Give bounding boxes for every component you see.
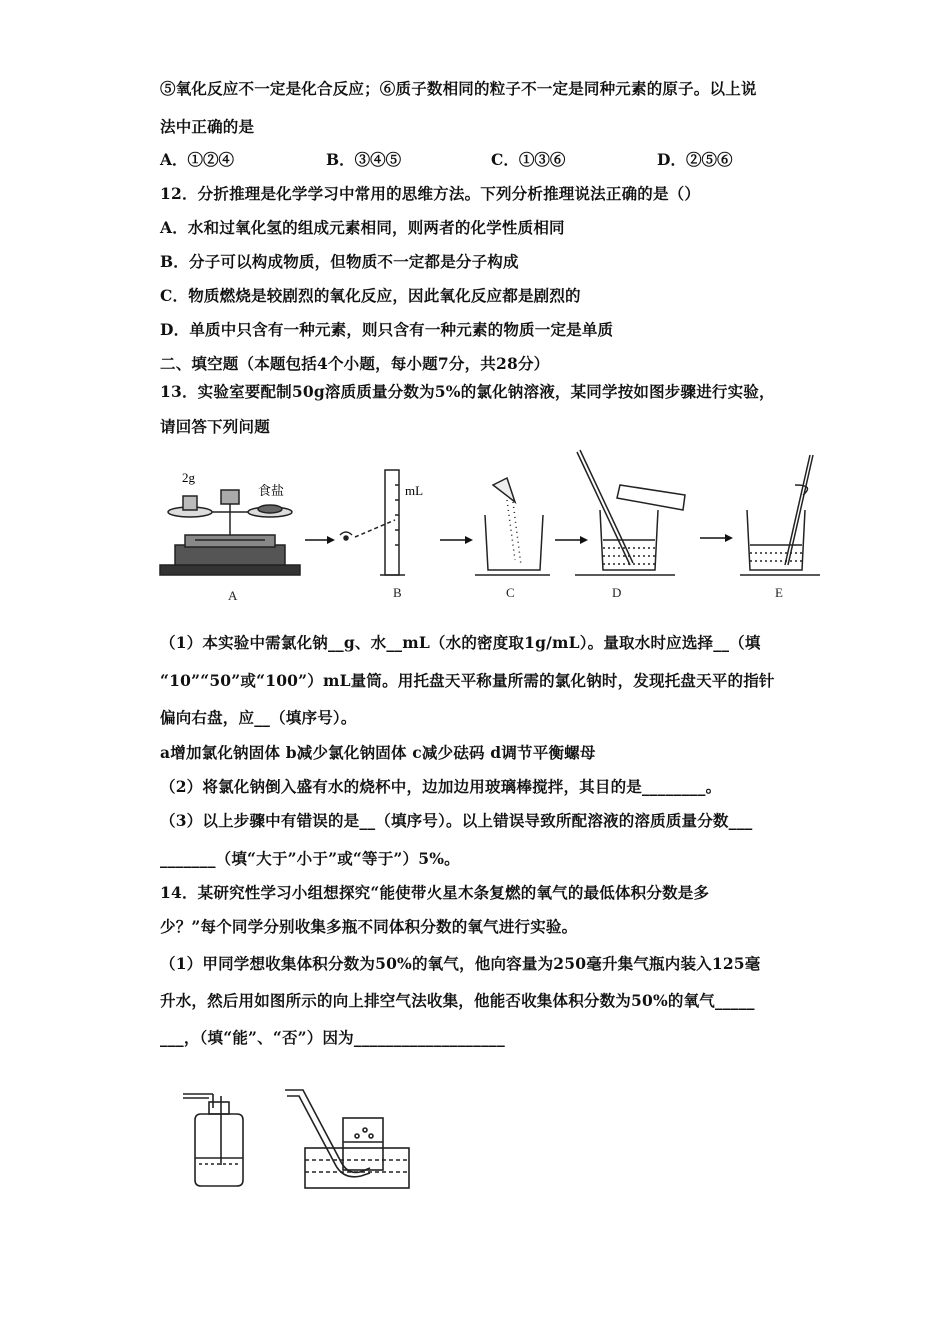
arrow-4-head <box>725 534 733 542</box>
q12-option-c: C．物质燃烧是较剧烈的氧化反应，因此氧化反应都是剧烈的 <box>160 286 581 305</box>
beaker-with-cylinder <box>575 450 685 575</box>
q13-part1-choices: a增加氯化钠固体 b减少氯化钠固体 c减少砝码 d调节平衡螺母 <box>160 743 596 762</box>
q14-stem-line1: 14．某研究性学习小组想探究“能使带火星木条复燃的氧气的最低体积分数是多 <box>160 883 710 902</box>
q14-part1-line3: ___，（填“能”、“否”）因为___________________ <box>160 1028 505 1047</box>
balance-illustration <box>160 490 300 575</box>
q11-option-b: B．③④⑤ <box>326 150 402 169</box>
q11-line2: 法中正确的是 <box>160 117 255 136</box>
q13-part1-line1: （1）本实验中需氯化钠__g、水__mL（水的密度取1g/mL）。量取水时应选择__（填 <box>160 633 761 652</box>
arrow-2-head <box>465 536 473 544</box>
q13-part1-line2: “10”“50”或“100”）mL量筒。用托盘天平称量所需的氯化钠时，发现托盘天平的指针 <box>160 671 775 690</box>
q13-part3-line2: _______（填“大于”小于”或“等于”）5%。 <box>160 849 460 868</box>
q13-stem-line2: 请回答下列问题 <box>160 417 270 436</box>
weight-label: 2g <box>182 470 195 485</box>
section-heading: 二、填空题（本题包括4个小题，每小题7分，共28分） <box>160 354 550 373</box>
q14-part1-line2: 升水，然后用如图所示的向上排空气法收集，他能否收集体积分数为50%的氧气_____ <box>160 991 755 1010</box>
gas-bottle-upward-air <box>183 1094 243 1186</box>
q14-part1-line1: （1）甲同学想收集体积分数为50%的氧气，他向容量为250毫升集气瓶内装入125毫 <box>160 954 761 973</box>
q13-figure <box>155 440 835 610</box>
beaker-pouring <box>475 478 550 575</box>
arrow-3-head <box>580 536 588 544</box>
q12-option-b: B．分子可以构成物质，但物质不一定都是分子构成 <box>160 252 519 271</box>
salt-label: 食盐 <box>258 483 285 498</box>
step-label-c: C <box>506 585 515 600</box>
q13-part3-line1: （3）以上步骤中有错误的是__（填序号）。以上错误导致所配溶液的溶质质量分数___ <box>160 811 753 830</box>
step-label-a: A <box>228 588 238 603</box>
step-label-b: B <box>393 585 402 600</box>
q11-line1: ⑤氧化反应不一定是化合反应；⑥质子数相同的粒子不一定是同种元素的原子。以上说 <box>160 79 757 98</box>
arrow-1-head <box>327 536 335 544</box>
step-label-d: D <box>612 585 622 600</box>
q13-part2: （2）将氯化钠倒入盛有水的烧杯中，边加边用玻璃棒搅拌，其目的是________。 <box>160 777 722 796</box>
q14-figure <box>175 1080 425 1200</box>
q13-part1-line3: 偏向右盘，应__（填序号）。 <box>160 708 357 727</box>
step-label-e: E <box>775 585 783 600</box>
q12-option-d: D．单质中只含有一种元素，则只含有一种元素的物质一定是单质 <box>160 320 614 339</box>
q11-option-c: C．①③⑥ <box>491 150 566 169</box>
ml-label: mL <box>405 483 424 498</box>
q12-option-a: A．水和过氧化氢的组成元素相同，则两者的化学性质相同 <box>160 218 565 237</box>
q12-stem: 12．分折推理是化学学习中常用的思维方法。下列分析推理说法正确的是（） <box>160 184 701 203</box>
q14-stem-line2: 少？”每个同学分别收集多瓶不同体积分数的氧气进行实验。 <box>160 917 578 936</box>
q11-option-a: A．①②④ <box>160 150 235 169</box>
beaker-stirring <box>740 455 820 575</box>
water-trough-collection <box>285 1090 409 1188</box>
graduated-cylinder <box>340 470 405 575</box>
q13-stem-line1: 13．实验室要配制50g溶质质量分数为5%的氯化钠溶液，某同学按如图步骤进行实验， <box>160 382 775 401</box>
q11-option-d: D．②⑤⑥ <box>657 150 733 169</box>
